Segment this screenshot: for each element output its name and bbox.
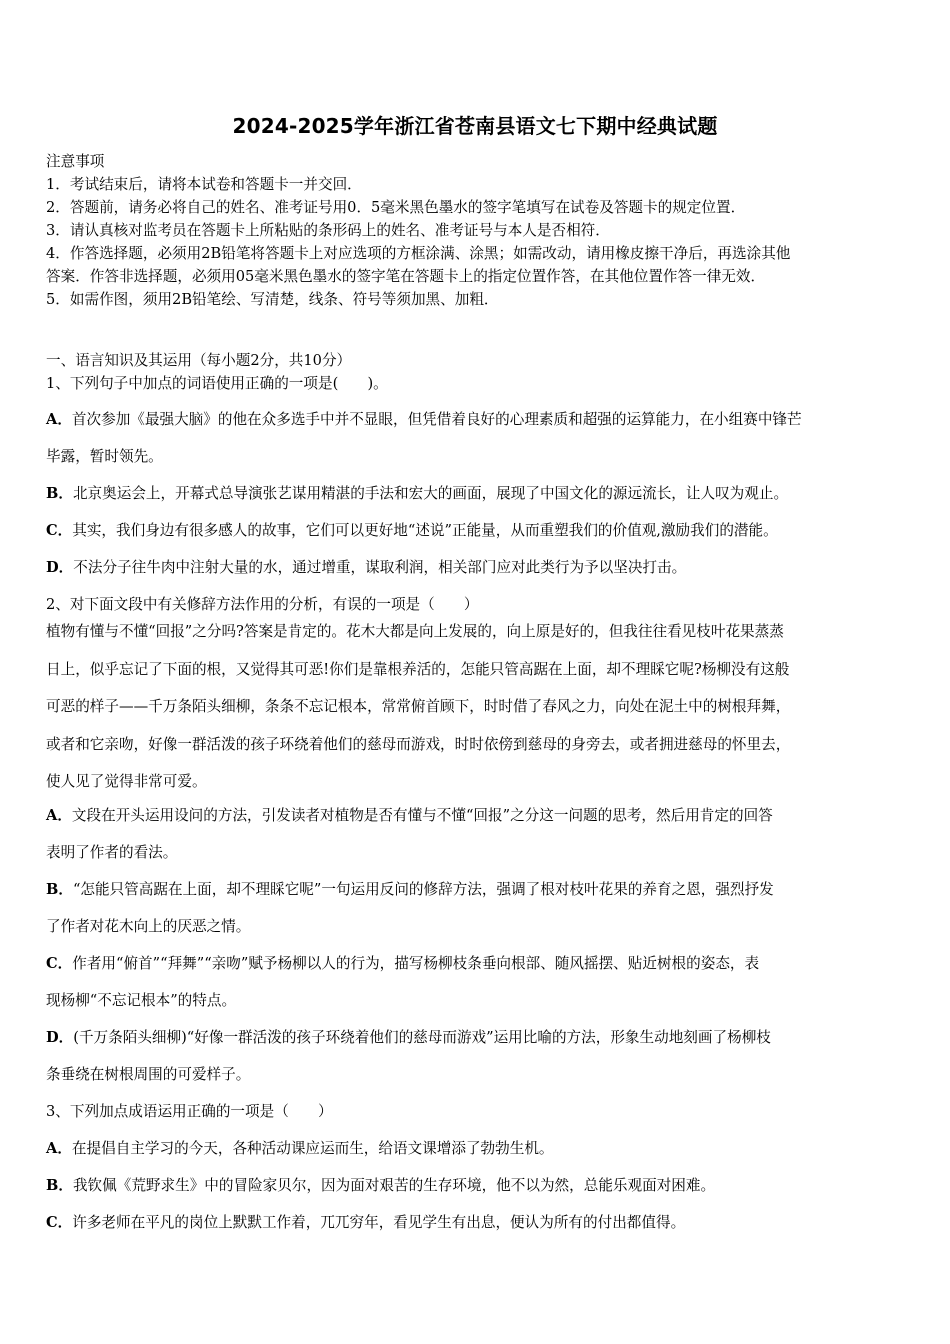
q2-option-b-cont: 了作者对花木向上的厌恶之情。 (46, 918, 251, 935)
passage-line: 使人见了觉得非常可爱。 (46, 773, 207, 790)
passage-line: 可恶的样子——千万条陌头细柳，条条不忘记根本，常常俯首顾下，时时借了春风之力，向处在泥土中的树根拜舞， (46, 698, 791, 715)
option-label: B． (46, 881, 73, 898)
option-label: C． (46, 522, 73, 539)
q3-option-c (46, 1204, 908, 1241)
notice-line: 2．答题前，请务必将自己的姓名、准考证号用0．5毫米黑色墨水的签字笔填写在试卷及答题卡的规定位置． (46, 199, 746, 216)
q1-option-a-cont: 毕露，暂时领先。 (46, 448, 163, 465)
notice-line: 4．作答选择题，必须用2B铅笔将答题卡上对应选项的方框涂满、涂黑；如需改动，请用橡皮擦干净后，再选涂其他 (46, 245, 791, 262)
notice-section (46, 150, 908, 311)
option-label: C． (46, 1214, 73, 1231)
question-1-stem: 1、下列句子中加点的词语使用正确的一项是( )。 (46, 375, 388, 392)
page-title: 2024-2025学年浙江省苍南县语文七下期中经典试题 (232, 114, 718, 138)
option-label: B． (46, 1177, 73, 1194)
q2-option-b (46, 871, 908, 908)
q2-option-d (46, 1019, 908, 1056)
option-label: A． (46, 411, 72, 428)
q3-option-b-text: 我钦佩《荒野求生》中的冒险家贝尔，因为面对艰苦的生存环境，他不以为然，总能乐观面对困难。 (72, 1177, 716, 1194)
option-label: C． (46, 955, 73, 972)
passage-line: 植物有懂与不懂“回报”之分吗?答案是肯定的。花木大都是向上发展的，向上原是好的，但我往往看见枝叶花果蒸蒸 (46, 623, 784, 640)
q1-option-b-text: 北京奥运会上，开幕式总导演张艺谋用精湛的手法和宏大的画面，展现了中国文化的源远流长，让人叹为观止。 (72, 485, 789, 502)
notice-heading: 注意事项 (46, 153, 105, 170)
option-label: D． (46, 559, 74, 576)
option-label: D． (46, 1029, 74, 1046)
q3-option-b (46, 1167, 908, 1204)
q3-option-a-text: 在提倡自主学习的今天，各种活动课应运而生，给语文课增添了勃勃生机。 (71, 1140, 554, 1157)
passage-line: 日上，似乎忘记了下面的根，又觉得其可恶!你们是靠根养活的，怎能只管高踞在上面，却不理睬它呢?杨柳没有这般 (46, 660, 790, 678)
q2-option-c-text: 作者用“俯首”“拜舞”“亲吻”赋予杨柳以人的行为，描写杨柳枝条垂向根部、随风摇摆、贴近树根的姿态，表 (72, 955, 760, 972)
q2-option-d-text: (千万条陌头细柳)“好像一群活泼的孩子环绕着他们的慈母而游戏”运用比喻的方法，形象生动地刻画了杨柳枝 (73, 1029, 771, 1046)
question-1-options (46, 401, 908, 623)
notice-line: 3．请认真核对监考员在答题卡上所粘贴的条形码上的姓名、准考证号与本人是否相符． (46, 222, 610, 239)
section-heading: 一、语言知识及其运用（每小题2分，共10分） (46, 352, 352, 369)
q2-option-d-cont: 条垂绕在树根周围的可爱样子。 (46, 1066, 251, 1083)
q2-option-a-text: 文段在开头运用设问的方法，引发读者对植物是否有懂与不懂“回报”之分这一问题的思考，然后用肯定的回答 (71, 807, 773, 824)
notice-line: 1．考试结束后，请将本试卷和答题卡一并交回． (46, 176, 362, 193)
q1-option-b (46, 475, 908, 512)
q2-option-a-cont: 表明了作者的看法。 (46, 844, 178, 861)
passage-line: 或者和它亲吻，好像一群活泼的孩子环绕着他们的慈母而游戏，时时依傍到慈母的身旁去，或者拥进慈母的怀里去， (46, 735, 791, 753)
q1-option-a (46, 401, 908, 438)
question-2-options (46, 797, 908, 1241)
notice-line: 答案．作答非选择题，必须用05毫米黑色墨水的签字笔在答题卡上的指定位置作答，在其他位置作答一律无效． (46, 268, 766, 285)
section-1 (46, 349, 908, 395)
option-label: A． (46, 1140, 72, 1157)
question-3-stem: 3、下列加点成语运用正确的一项是（ ） (46, 1103, 333, 1120)
q1-option-d (46, 549, 908, 586)
question-2-passage (46, 613, 908, 801)
q1-option-a-text: 首次参加《最强大脑》的他在众多选手中并不显眼，但凭借着良好的心理素质和超强的运算能力，在小组赛中锋芒 (71, 411, 802, 428)
q3-option-c-text: 许多老师在平凡的岗位上默默工作着，兀兀穷年，看见学生有出息，便认为所有的付出都值得。 (72, 1214, 686, 1231)
question-2-stem: 2、对下面文段中有关修辞方法作用的分析，有误的一项是（ ） (46, 596, 479, 613)
q1-option-c-text: 其实，我们身边有很多感人的故事，它们可以更好地“述说”正能量，从而重塑我们的价值观,激励我们的潜能。 (72, 522, 778, 539)
q1-option-d-text: 不法分子往牛肉中注射大量的水，通过增重，谋取利润，相关部门应对此类行为予以坚决打击。 (73, 559, 687, 576)
q2-option-b-text: “怎能只管高踞在上面，却不理睬它呢”一句运用反问的修辞方法，强调了根对枝叶花果的养育之恩，强烈抒发 (72, 881, 774, 898)
q3-option-a (46, 1130, 908, 1167)
q2-option-c (46, 945, 908, 982)
q2-option-c-cont: 现杨柳“不忘记根本”的特点。 (46, 992, 237, 1009)
q2-option-a (46, 797, 908, 834)
option-label: A． (46, 807, 72, 824)
option-label: B． (46, 485, 73, 502)
notice-line: 5．如需作图，须用2B铅笔绘、写清楚，线条、符号等须加黑、加粗． (46, 291, 499, 308)
q1-option-c (46, 512, 908, 549)
